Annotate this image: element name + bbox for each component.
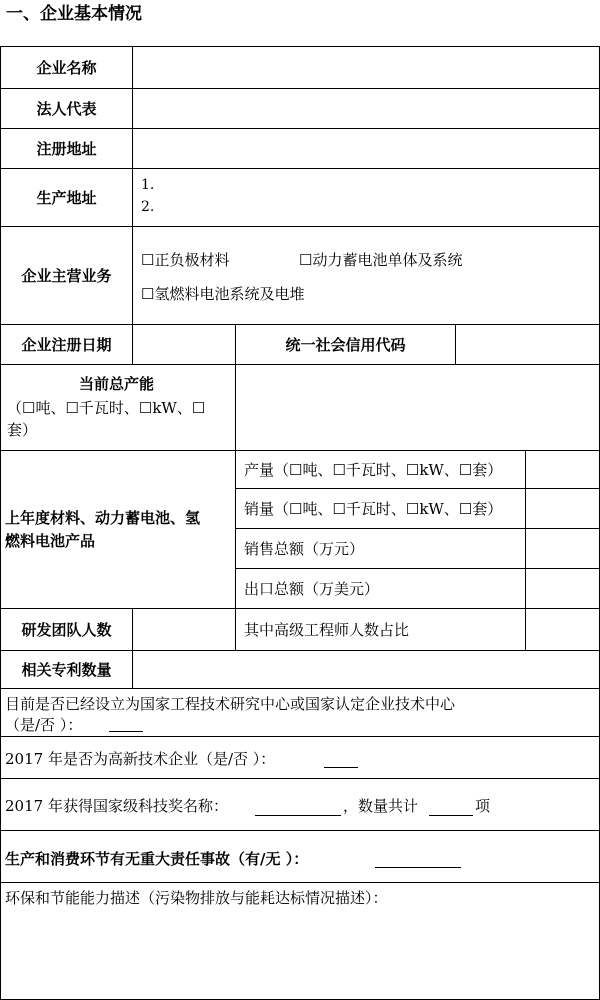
- sales-field[interactable]: [525, 488, 600, 528]
- capacity-units-line2: 套）: [7, 421, 38, 439]
- reg-address-field[interactable]: [132, 128, 600, 168]
- company-name-label: [0, 46, 132, 88]
- credit-code-label: [235, 324, 455, 364]
- legal-rep-field[interactable]: [132, 88, 600, 128]
- eng-center-line1: 目前是否已经设立为国家工程技术研究中心或国家认定企业技术中心: [5, 695, 456, 713]
- reg-date-label-text: 企业注册日期: [21, 336, 112, 354]
- last-year-label: [0, 450, 235, 608]
- legal-rep-label-text: 法人代表: [36, 100, 97, 118]
- senior-eng-label-text: 其中高级工程师人数占比: [244, 621, 410, 639]
- reg-date-field[interactable]: [132, 324, 235, 364]
- main-business-options: [132, 226, 600, 324]
- output-label: [235, 450, 525, 488]
- sales-total-label-text: 销售总额（万元）: [244, 540, 365, 558]
- rd-team-label-text: 研发团队人数: [21, 621, 112, 639]
- main-business-label: [0, 226, 132, 324]
- option-fuel-cell[interactable]: ☐氢燃料电池系统及电堆: [141, 285, 305, 303]
- rd-team-field[interactable]: [132, 608, 235, 650]
- option-power-battery[interactable]: ☐动力蓄电池单体及系统: [299, 251, 463, 269]
- prod-address-label-text: 生产地址: [36, 189, 97, 207]
- sales-total-field[interactable]: [525, 528, 600, 568]
- capacity-label: [0, 364, 235, 450]
- export-total-field[interactable]: [525, 568, 600, 608]
- export-total-label-text: 出口总额（万美元）: [244, 580, 380, 598]
- prod-address-item-2: 2.: [141, 199, 155, 215]
- accident-text: 生产和消费环节有无重大责任事故（有/无 ）：: [5, 850, 309, 868]
- patents-label: [0, 650, 132, 688]
- eng-center-row: [0, 688, 600, 736]
- capacity-units-line1: （☐吨、☐千瓦时、☐kW、☐: [7, 399, 206, 417]
- sales-label-text: 销量（☐吨、☐千瓦时、☐kW、☐套）: [244, 500, 503, 518]
- export-total-label: [235, 568, 525, 608]
- last-year-line2: 燃料电池产品: [5, 532, 96, 550]
- legal-rep-label: [0, 88, 132, 128]
- main-business-label-text: 企业主营业务: [21, 267, 112, 285]
- award-mid: ，数量共计: [343, 797, 419, 815]
- last-year-line1: 上年度材料、动力蓄电池、氢: [5, 509, 201, 527]
- prod-address-field[interactable]: [132, 168, 600, 226]
- hightech-text: 2017 年是否为高新技术企业（是/否 ）：: [5, 750, 276, 768]
- prod-address-item-1: 1.: [141, 177, 155, 193]
- reg-date-label: [0, 324, 132, 364]
- hightech-blank[interactable]: [324, 767, 358, 768]
- credit-code-field[interactable]: [455, 324, 600, 364]
- accident-row: [0, 830, 600, 882]
- patents-field[interactable]: [132, 650, 600, 688]
- senior-eng-label: [235, 608, 525, 650]
- credit-code-label-text: 统一社会信用代码: [285, 336, 406, 354]
- env-desc-row[interactable]: [0, 882, 600, 1000]
- eng-center-blank[interactable]: [109, 731, 143, 732]
- reg-address-label-text: 注册地址: [36, 140, 97, 158]
- company-name-field[interactable]: [132, 46, 600, 88]
- patents-label-text: 相关专利数量: [21, 661, 112, 679]
- reg-address-label: [0, 128, 132, 168]
- rd-team-label: [0, 608, 132, 650]
- output-field[interactable]: [525, 450, 600, 488]
- hightech-row: [0, 736, 600, 778]
- sales-total-label: [235, 528, 525, 568]
- company-name-label-text: 企业名称: [36, 59, 97, 77]
- page-title: 一、企业基本情况: [6, 4, 142, 24]
- senior-eng-field[interactable]: [525, 608, 600, 650]
- env-desc-text: 环保和节能能力描述（污染物排放与能耗达标情况描述）：: [5, 889, 388, 907]
- eng-center-line2: （是/否 ）：: [5, 716, 83, 734]
- accident-blank[interactable]: [375, 867, 461, 868]
- capacity-field[interactable]: [235, 364, 600, 450]
- award-name-blank[interactable]: [255, 815, 341, 816]
- award-prefix: 2017 年获得国家级科技奖名称：: [5, 797, 228, 815]
- sales-label: [235, 488, 525, 528]
- option-electrode-materials[interactable]: ☐正负极材料: [141, 251, 230, 269]
- award-count-blank[interactable]: [429, 815, 473, 816]
- award-row: [0, 778, 600, 830]
- output-label-text: 产量（☐吨、☐千瓦时、☐kW、☐套）: [244, 461, 503, 479]
- prod-address-label: [0, 168, 132, 226]
- capacity-title: 当前总产能: [79, 375, 155, 393]
- award-suffix: 项: [475, 797, 491, 815]
